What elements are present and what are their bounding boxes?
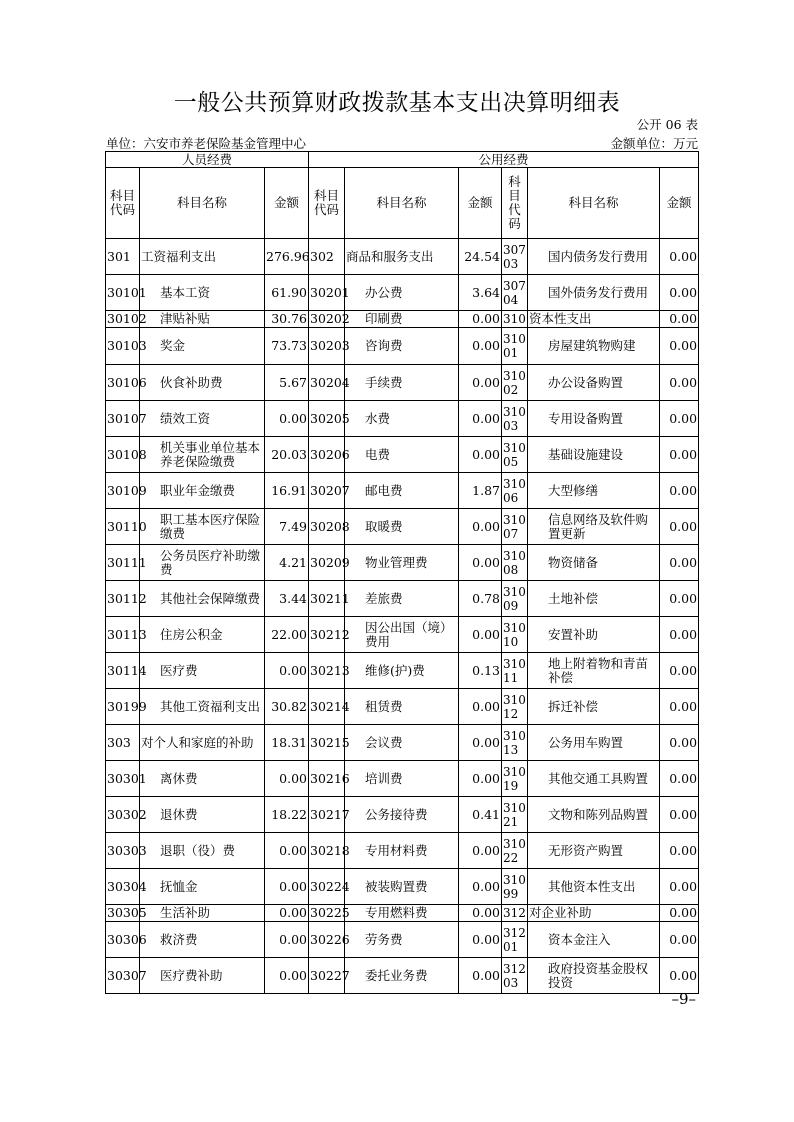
col-header-name: 科目名称	[140, 168, 265, 239]
personnel-code: 30304	[106, 869, 140, 905]
public-name: 物业管理费	[345, 545, 459, 581]
personnel-code: 303	[106, 725, 140, 761]
capital-code: 31002	[502, 365, 528, 401]
capital-amount: 0.00	[660, 653, 699, 689]
capital-name: 大型修缮	[528, 473, 660, 509]
public-name: 劳务费	[345, 922, 459, 958]
public-name: 水费	[345, 401, 459, 437]
public-name: 委托业务费	[345, 958, 459, 994]
capital-code: 31001	[502, 328, 528, 365]
table-row	[106, 922, 699, 958]
public-amount: 0.00	[459, 365, 502, 401]
table-row	[106, 869, 699, 905]
col-header-amount: 金额	[459, 168, 502, 239]
capital-code: 31009	[502, 581, 528, 617]
capital-amount: 0.00	[660, 797, 699, 833]
table-row	[106, 725, 699, 761]
public-amount: 0.00	[459, 617, 502, 653]
public-name: 公务接待费	[345, 797, 459, 833]
personnel-amount: 30.76	[265, 311, 309, 328]
capital-name: 基础设施建设	[528, 437, 660, 473]
personnel-amount: 4.21	[265, 545, 309, 581]
capital-amount: 0.00	[660, 958, 699, 994]
capital-code: 31010	[502, 617, 528, 653]
capital-amount: 0.00	[660, 239, 699, 275]
capital-name: 无形资产购置	[528, 833, 660, 869]
public-amount: 0.00	[459, 958, 502, 994]
personnel-code: 30108	[106, 437, 140, 473]
capital-amount: 0.00	[660, 365, 699, 401]
personnel-code: 301	[106, 239, 140, 275]
public-amount: 0.00	[459, 545, 502, 581]
capital-amount: 0.00	[660, 617, 699, 653]
unit-label: 单位：六安市养老保险基金管理中心	[106, 136, 307, 151]
public-name: 培训费	[345, 761, 459, 797]
table-row	[106, 328, 699, 365]
table-row	[106, 311, 699, 328]
capital-amount: 0.00	[660, 689, 699, 725]
table-row	[106, 275, 699, 311]
table-row	[106, 437, 699, 473]
personnel-amount: 3.44	[265, 581, 309, 617]
public-code: 30227	[309, 958, 345, 994]
public-code: 30208	[309, 509, 345, 545]
personnel-amount: 276.96	[265, 239, 309, 275]
table-row	[106, 239, 699, 275]
capital-code: 31019	[502, 761, 528, 797]
capital-name: 文物和陈列品购置	[528, 797, 660, 833]
public-code: 30216	[309, 761, 345, 797]
public-amount: 1.87	[459, 473, 502, 509]
public-name: 印刷费	[345, 311, 459, 328]
public-code: 30204	[309, 365, 345, 401]
public-code: 30207	[309, 473, 345, 509]
page-title: 一般公共预算财政拨款基本支出决算明细表	[173, 90, 621, 116]
personnel-code: 30303	[106, 833, 140, 869]
capital-code: 31003	[502, 401, 528, 437]
capital-name: 其他资本性支出	[528, 869, 660, 905]
expenditure-table	[105, 151, 699, 994]
capital-amount: 0.00	[660, 473, 699, 509]
personnel-name: 职业年金缴费	[140, 473, 265, 509]
col-header-code: 科目代码	[106, 168, 140, 239]
capital-amount: 0.00	[660, 905, 699, 922]
public-name: 租赁费	[345, 689, 459, 725]
capital-name: 房屋建筑物购建	[528, 328, 660, 365]
capital-name: 其他交通工具购置	[528, 761, 660, 797]
public-code: 30212	[309, 617, 345, 653]
capital-amount: 0.00	[660, 922, 699, 958]
capital-code: 31203	[502, 958, 528, 994]
personnel-amount: 20.03	[265, 437, 309, 473]
public-amount: 0.00	[459, 869, 502, 905]
public-name: 专用燃料费	[345, 905, 459, 922]
table-row	[106, 509, 699, 545]
personnel-name: 职工基本医疗保险缴费	[140, 509, 265, 545]
public-code: 30226	[309, 922, 345, 958]
public-name: 咨询费	[345, 328, 459, 365]
public-code: 30225	[310, 905, 350, 920]
personnel-code: 30113	[106, 617, 140, 653]
column-header-row	[106, 168, 699, 239]
col-header-name: 科目名称	[345, 168, 459, 239]
table-row	[106, 473, 699, 509]
public-amount: 3.64	[459, 275, 502, 311]
public-amount: 0.00	[459, 311, 502, 328]
personnel-code: 30199	[106, 689, 140, 725]
personnel-amount: 5.67	[265, 365, 309, 401]
capital-code: 31007	[502, 509, 528, 545]
personnel-code: 30301	[106, 761, 140, 797]
table-row	[106, 958, 699, 994]
capital-code: 31008	[502, 545, 528, 581]
public-code: 30214	[309, 689, 345, 725]
public-amount: 0.00	[459, 689, 502, 725]
capital-name: 专用设备购置	[528, 401, 660, 437]
capital-name: 信息网络及软件购置更新	[528, 509, 660, 545]
capital-amount: 0.00	[660, 545, 699, 581]
personnel-name: 其他社会保障缴费	[140, 581, 265, 617]
capital-name: 国外债务发行费用	[528, 275, 660, 311]
capital-name: 资本性支出	[528, 311, 660, 328]
personnel-name: 退职（役）费	[140, 833, 265, 869]
money-unit-label: 金额单位：万元	[610, 136, 698, 151]
personnel-amount: 0.00	[265, 653, 309, 689]
personnel-amount: 61.90	[265, 275, 309, 311]
public-code: 30217	[309, 797, 345, 833]
capital-code: 31006	[502, 473, 528, 509]
capital-amount: 0.00	[660, 869, 699, 905]
personnel-name: 公务员医疗补助缴费	[140, 545, 265, 581]
personnel-amount: 0.00	[265, 401, 309, 437]
capital-amount: 0.00	[660, 761, 699, 797]
personnel-amount: 22.00	[265, 617, 309, 653]
public-code: 30206	[309, 437, 345, 473]
personnel-name: 离休费	[140, 761, 265, 797]
personnel-code: 30102	[107, 311, 147, 326]
personnel-amount: 0.00	[265, 833, 309, 869]
capital-code: 31013	[502, 725, 528, 761]
personnel-code: 30307	[106, 958, 140, 994]
capital-name: 安置补助	[528, 617, 660, 653]
page-number: –9–	[671, 990, 696, 1008]
public-amount: 0.00	[459, 401, 502, 437]
capital-code: 31099	[502, 869, 528, 905]
col-header-code: 科目代码	[502, 168, 528, 239]
capital-amount: 0.00	[660, 509, 699, 545]
personnel-amount: 0.00	[265, 958, 309, 994]
personnel-name: 抚恤金	[140, 869, 265, 905]
personnel-name: 基本工资	[140, 275, 265, 311]
public-code: 30213	[309, 653, 345, 689]
public-code: 30209	[309, 545, 345, 581]
table-row	[106, 797, 699, 833]
personnel-name: 对个人和家庭的补助	[140, 725, 265, 761]
personnel-code: 30306	[106, 922, 140, 958]
capital-amount: 0.00	[660, 275, 699, 311]
personnel-amount: 0.00	[265, 869, 309, 905]
public-name: 被装购置费	[345, 869, 459, 905]
personnel-name: 生活补助	[140, 905, 265, 922]
capital-code: 31011	[502, 653, 528, 689]
capital-amount: 0.00	[660, 328, 699, 365]
capital-amount: 0.00	[660, 581, 699, 617]
public-name: 维修(护)费	[345, 653, 459, 689]
personnel-code: 30109	[106, 473, 140, 509]
personnel-code: 30114	[106, 653, 140, 689]
public-code: 30211	[309, 581, 345, 617]
personnel-name: 工资福利支出	[140, 239, 265, 275]
capital-name: 物资储备	[528, 545, 660, 581]
capital-code: 30703	[502, 239, 528, 275]
col-header-amount: 金额	[265, 168, 309, 239]
personnel-code: 30305	[107, 905, 147, 920]
personnel-amount: 7.49	[265, 509, 309, 545]
public-amount: 0.13	[459, 653, 502, 689]
personnel-name: 住房公积金	[140, 617, 265, 653]
personnel-name: 津贴补贴	[140, 311, 265, 328]
capital-code: 312	[503, 906, 526, 920]
personnel-amount: 18.31	[265, 725, 309, 761]
public-code: 30202	[310, 311, 350, 326]
capital-amount: 0.00	[660, 401, 699, 437]
personnel-name: 救济费	[140, 922, 265, 958]
public-name: 专用材料费	[345, 833, 459, 869]
personnel-amount: 0.00	[265, 905, 309, 922]
public-name: 邮电费	[345, 473, 459, 509]
table-row	[106, 581, 699, 617]
public-name: 手续费	[345, 365, 459, 401]
col-header-code: 科目代码	[309, 168, 345, 239]
capital-name: 土地补偿	[528, 581, 660, 617]
capital-name: 办公设备购置	[528, 365, 660, 401]
personnel-name: 医疗费	[140, 653, 265, 689]
public-name: 电费	[345, 437, 459, 473]
personnel-code: 30111	[106, 545, 140, 581]
personnel-code: 30110	[106, 509, 140, 545]
personnel-name: 其他工资福利支出	[140, 689, 265, 725]
personnel-name: 奖金	[140, 328, 265, 365]
public-code: 30205	[309, 401, 345, 437]
public-amount: 0.00	[459, 761, 502, 797]
public-name: 办公费	[345, 275, 459, 311]
personnel-amount: 0.00	[265, 922, 309, 958]
public-code: 30224	[309, 869, 345, 905]
capital-code: 31201	[502, 922, 528, 958]
table-row	[106, 545, 699, 581]
personnel-name: 机关事业单位基本养老保险缴费	[140, 437, 265, 473]
capital-amount: 0.00	[660, 725, 699, 761]
public-amount: 0.41	[459, 797, 502, 833]
table-row	[106, 401, 699, 437]
public-amount: 24.54	[459, 239, 502, 275]
group-header-row	[106, 152, 699, 168]
public-code: 302	[309, 239, 345, 275]
personnel-name: 医疗费补助	[140, 958, 265, 994]
capital-code: 31012	[502, 689, 528, 725]
public-name: 因公出国（境）费用	[345, 617, 459, 653]
capital-name: 拆迁补偿	[528, 689, 660, 725]
public-name: 会议费	[345, 725, 459, 761]
public-code: 30201	[309, 275, 345, 311]
personnel-name: 伙食补助费	[140, 365, 265, 401]
capital-amount: 0.00	[660, 833, 699, 869]
capital-amount: 0.00	[660, 311, 699, 328]
table-row	[106, 833, 699, 869]
personnel-amount: 18.22	[265, 797, 309, 833]
public-amount: 0.78	[459, 581, 502, 617]
personnel-code: 30103	[106, 328, 140, 365]
personnel-amount: 16.91	[265, 473, 309, 509]
capital-amount: 0.00	[660, 437, 699, 473]
personnel-amount: 0.00	[265, 761, 309, 797]
public-group-header: 公用经费	[309, 152, 699, 168]
capital-code: 31022	[502, 833, 528, 869]
capital-code: 30704	[502, 275, 528, 311]
col-header-name: 科目名称	[528, 168, 660, 239]
table-row	[106, 761, 699, 797]
personnel-group-header: 人员经费	[106, 152, 309, 168]
public-name: 商品和服务支出	[345, 239, 459, 275]
capital-code: 310	[503, 312, 526, 326]
personnel-amount: 73.73	[265, 328, 309, 365]
personnel-code: 30302	[106, 797, 140, 833]
public-amount: 0.00	[459, 922, 502, 958]
table-row	[106, 365, 699, 401]
public-code: 30203	[309, 328, 345, 365]
personnel-name: 绩效工资	[140, 401, 265, 437]
col-header-amount: 金额	[660, 168, 699, 239]
capital-name: 地上附着物和青苗补偿	[528, 653, 660, 689]
table-row	[106, 689, 699, 725]
personnel-code: 30101	[106, 275, 140, 311]
capital-name: 对企业补助	[528, 905, 660, 922]
table-row	[106, 653, 699, 689]
capital-name: 公务用车购置	[528, 725, 660, 761]
capital-code: 31021	[502, 797, 528, 833]
personnel-code: 30112	[106, 581, 140, 617]
personnel-code: 30106	[106, 365, 140, 401]
public-amount: 0.00	[459, 905, 502, 922]
public-code: 30218	[309, 833, 345, 869]
public-name: 取暖费	[345, 509, 459, 545]
table-number: 公开 06 表	[636, 117, 698, 132]
capital-name: 资本金注入	[528, 922, 660, 958]
public-amount: 0.00	[459, 437, 502, 473]
personnel-code: 30107	[106, 401, 140, 437]
public-amount: 0.00	[459, 509, 502, 545]
public-amount: 0.00	[459, 328, 502, 365]
public-code: 30215	[309, 725, 345, 761]
public-amount: 0.00	[459, 833, 502, 869]
capital-name: 国内债务发行费用	[528, 239, 660, 275]
table-row	[106, 905, 699, 922]
capital-name: 政府投资基金股权投资	[528, 958, 660, 994]
personnel-name: 退休费	[140, 797, 265, 833]
capital-code: 31005	[502, 437, 528, 473]
personnel-amount: 30.82	[265, 689, 309, 725]
public-name: 差旅费	[345, 581, 459, 617]
public-amount: 0.00	[459, 725, 502, 761]
table-row	[106, 617, 699, 653]
